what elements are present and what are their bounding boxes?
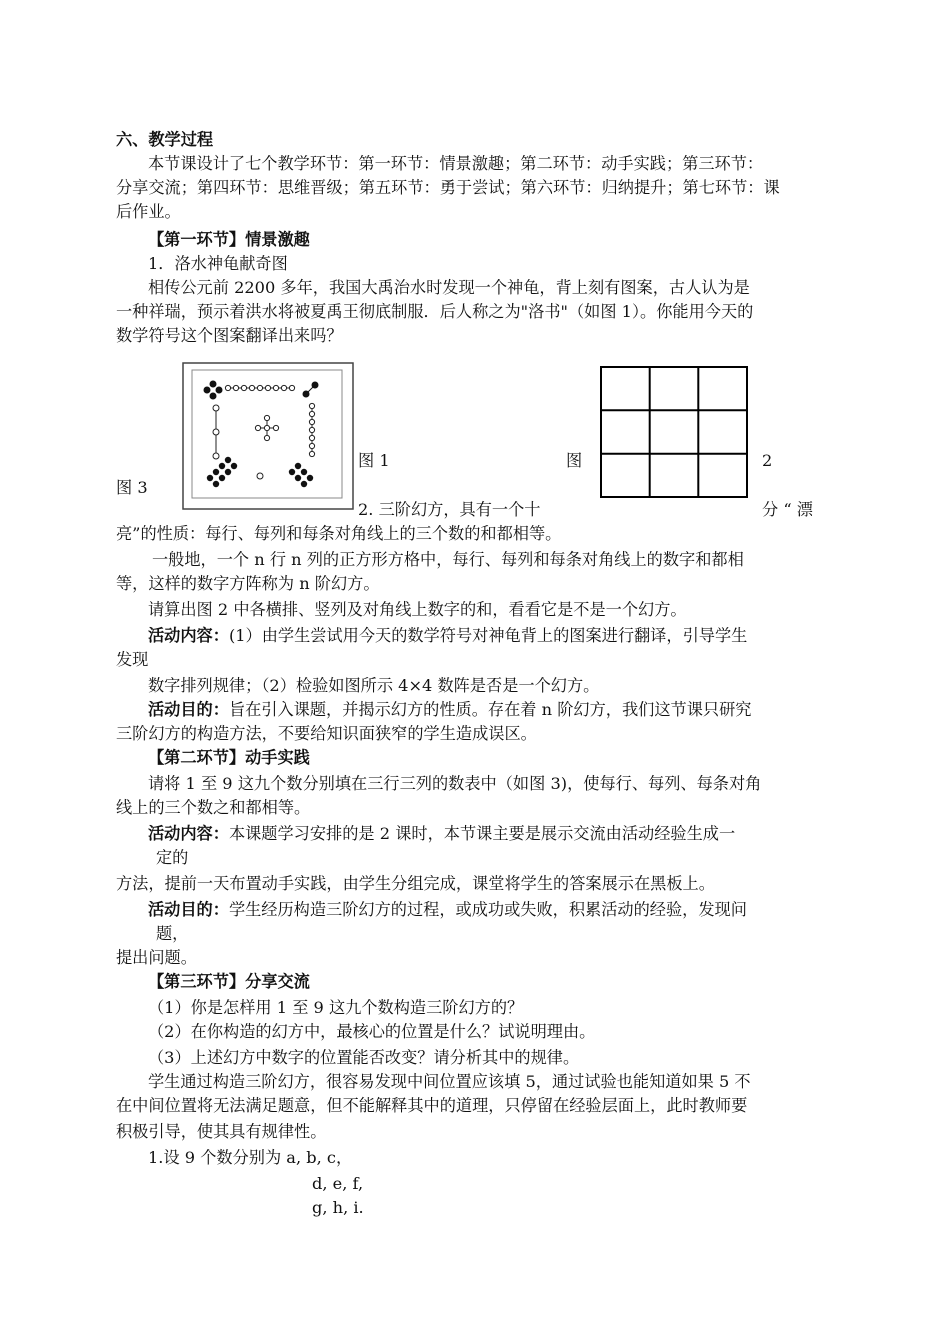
activity-content-line: 数字排列规律；（2）检验如图所示 4×4 数阵是否是一个幻方。 <box>148 676 600 695</box>
dots-5 <box>255 415 278 440</box>
activity-content-line: 方法，提前一天布置动手实践，由学生分组完成，课堂将学生的答案展示在黑板上。 <box>116 874 715 893</box>
activity-goal-label: 活动目的： <box>148 700 229 719</box>
definition-line: 一般地，一个 n 行 n 列的正方形方格中，每行、每列和每条对角线上的数字和都相 <box>152 550 744 569</box>
variables-row: g, h, i. <box>312 1198 364 1217</box>
activity-goal <box>148 698 751 722</box>
luoshu-figure <box>182 362 354 510</box>
figure1-caption: 图 1 <box>358 451 390 470</box>
discussion-line: 在中间位置将无法满足题意，但不能解释其中的道理，只停留在经验层面上，此时教师要 <box>116 1096 748 1115</box>
variables-row: d, e, f, <box>312 1174 364 1193</box>
dots-8 <box>207 457 237 487</box>
activity-content-label: 活动内容： <box>148 824 229 843</box>
question-line: （2）在你构造的幻方中，最核心的位置是什么？试说明理由。 <box>148 1022 596 1041</box>
activity-goal-text: 学生经历构造三阶幻方的过程，或成功或失败，积累活动的经验，发现问 <box>228 900 747 919</box>
activity-goal-cont: 题， <box>156 924 189 943</box>
intro-line: 分享交流；第四环节：思维晋级；第五环节：勇于尝试；第六环节：归纳提升；第七环节：课 <box>116 178 780 197</box>
question-line: （1）你是怎样用 1 至 9 这九个数构造三阶幻方的？ <box>148 998 524 1017</box>
dots-3 <box>213 405 219 459</box>
activity-content-cont: 发现 <box>116 650 149 669</box>
figure2-caption-label: 图 <box>566 451 583 470</box>
dots-2 <box>303 382 319 398</box>
activity-content-label: 活动内容： <box>148 626 229 645</box>
dots-9 <box>225 385 294 390</box>
dots-7 <box>309 403 314 456</box>
dots-6 <box>289 463 313 487</box>
story-line: 数学符号这个图案翻译出来吗？ <box>116 326 343 345</box>
stage1-heading: 【第一环节】情景激趣 <box>148 230 310 249</box>
activity-goal <box>148 898 747 922</box>
stage1-item1-title: 1．洛水神龟献奇图 <box>148 254 288 273</box>
stage3-heading: 【第三环节】分享交流 <box>148 972 310 991</box>
stage2-heading: 【第二环节】动手实践 <box>148 748 310 767</box>
activity-content <box>148 822 735 846</box>
task-line: 请将 1 至 9 这九个数分别填在三行三列的数表中（如图 3)，使每行、每列、每条对角 <box>148 774 762 793</box>
definition-line: 等，这样的数字方阵称为 n 阶幻方。 <box>116 574 380 593</box>
item2-text: 2. 三阶幻方，具有一个十 <box>358 500 541 519</box>
variables-line: 1.设 9 个数分别为 a, b, c， <box>148 1148 353 1167</box>
activity-goal-label: 活动目的： <box>148 900 229 919</box>
intro-line: 本节课设计了七个教学环节：第一环节：情景激趣；第二环节：动手实践；第三环节： <box>148 154 764 173</box>
figure2-caption-number: 2 <box>762 451 773 470</box>
dots-4 <box>204 381 223 400</box>
item2-text-end: 分 “ 漂 <box>762 500 813 519</box>
dots-1 <box>257 473 263 479</box>
activity-content-cont: 定的 <box>156 848 189 867</box>
story-line: 相传公元前 2200 多年，我国大禹治水时发现一个神龟，背上刻有图案，古人认为是 <box>148 278 750 297</box>
activity-content-text: (1）由学生尝试用今天的数学符号对神龟背上的图案进行翻译，引导学生 <box>228 626 748 645</box>
activity-goal-text: 旨在引入课题，并揭示幻方的性质。存在着 n 阶幻方，我们这节课只研究 <box>228 700 752 719</box>
activity-goal-line: 三阶幻方的构造方法，不要给知识面狭窄的学生造成误区。 <box>116 724 537 743</box>
magic-square-grid <box>600 366 748 498</box>
activity-goal-line: 提出问题。 <box>116 948 197 967</box>
activity-content-text: 本课题学习安排的是 2 课时，本节课主要是展示交流由活动经验生成一 <box>228 824 736 843</box>
figure3-caption: 图 3 <box>116 478 148 497</box>
ask-line: 请算出图 2 中各横排、竖列及对角线上数字的和，看看它是不是一个幻方。 <box>148 600 687 619</box>
section-title: 六、教学过程 <box>116 130 214 149</box>
task-line: 线上的三个数之和都相等。 <box>116 798 311 817</box>
activity-content <box>148 624 747 648</box>
item2-line: 亮”的性质：每行、每列和每条对角线上的三个数的和都相等。 <box>116 524 562 543</box>
discussion-line: 学生通过构造三阶幻方，很容易发现中间位置应该填 5，通过试验也能知道如果 5 不 <box>148 1072 751 1091</box>
discussion-line: 积极引导，使其具有规律性。 <box>116 1122 327 1141</box>
story-line: 一种祥瑞，预示着洪水将被夏禹王彻底制服．后人称之为"洛书"（如图 1）。你能用今天的 <box>116 302 754 321</box>
question-line: （3）上述幻方中数字的位置能否改变？请分析其中的规律。 <box>148 1048 580 1067</box>
intro-line: 后作业。 <box>116 202 181 221</box>
